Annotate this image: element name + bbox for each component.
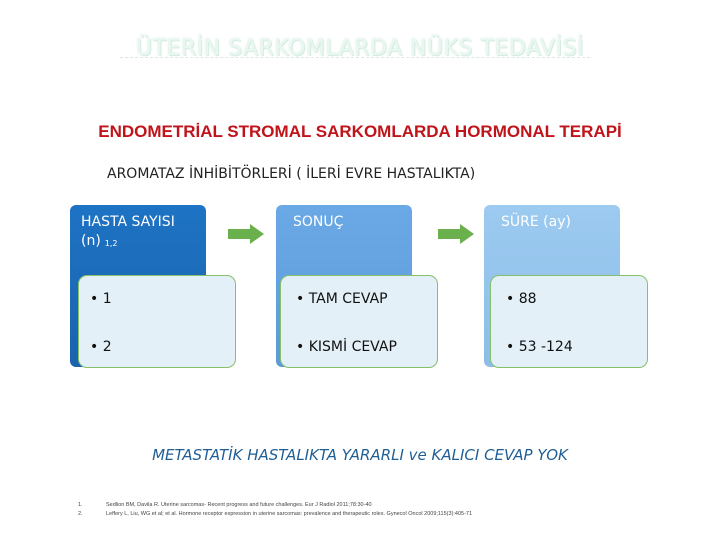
title-underline	[120, 57, 590, 58]
column-3-header-line1: SÜRE (ay)	[501, 214, 571, 230]
column-1-header-line2	[81, 232, 175, 253]
column-1-header	[81, 213, 175, 253]
reference-item	[78, 502, 472, 511]
section-heading: AROMATAZ İNHİBİTÖRLERİ ( İLERİ EVRE HASTALIKTA)	[107, 166, 476, 182]
column-1-item-2: • 2	[90, 339, 112, 355]
column-2-header	[293, 213, 343, 232]
column-3-item-2: • 53 -124	[506, 339, 573, 355]
arrow-right-icon	[228, 224, 264, 244]
conclusion-text: METASTATİK HASTALIKTA YARARLI ve KALICI CEVAP YOK	[152, 446, 568, 464]
slide-title: ÜTERİN SARKOMLARDA NÜKS TEDAVİSİ	[135, 36, 585, 61]
column-1-item-1: • 1	[90, 291, 112, 307]
column-2-item-1: • TAM CEVAP	[296, 291, 388, 307]
column-3-item-1: • 88	[506, 291, 537, 307]
reference-number: 2.	[78, 511, 83, 517]
reference-text: Sedlion BM, Davila R. Uterine sarcomas- Recent progress and future challenges. Eur J Radiol 2011;78:30-40	[106, 502, 372, 508]
slide-subtitle: ENDOMETRİAL STROMAL SARKOMLARDA HORMONAL TERAPİ	[98, 122, 622, 141]
column-1-header-refs: 1,2	[104, 239, 118, 248]
column-2-header-line1: SONUÇ	[293, 214, 344, 230]
reference-item	[78, 511, 472, 520]
references-list	[78, 502, 472, 520]
column-1-header-n: (n)	[81, 233, 101, 249]
arrow-right-icon	[438, 224, 474, 244]
reference-number: 1.	[78, 502, 83, 508]
column-3-header	[501, 213, 571, 232]
column-1-header-line1: HASTA SAYISI	[81, 214, 175, 230]
reference-text: Leffery L, Liu, WG et al; et al. Hormone receptor expression in uterine sarcomas: prevalence and therapeutic roles. Gynecol Oncol 2009;115(3):405-71	[106, 511, 473, 517]
column-2-item-2: • KISMİ CEVAP	[296, 339, 397, 355]
